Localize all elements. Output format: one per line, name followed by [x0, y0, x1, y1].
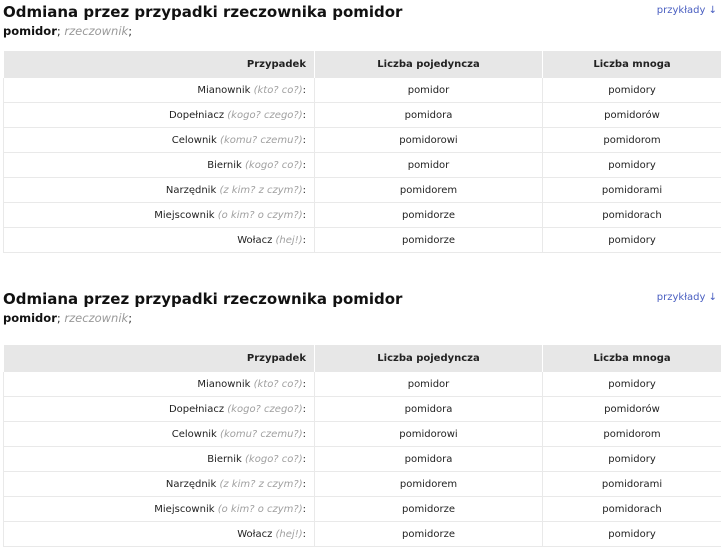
singular-cell: pomidorze: [315, 522, 543, 547]
case-name: Dopełniacz: [169, 404, 224, 415]
case-cell: Biernik (kogo? co?):: [4, 447, 315, 472]
case-name: Biernik: [207, 454, 242, 465]
plural-cell: pomidory: [543, 447, 721, 472]
table-row: [4, 472, 721, 497]
column-header-case: Przypadek: [4, 51, 315, 78]
plural-cell: pomidorów: [543, 397, 721, 422]
plural-cell: pomidory: [543, 228, 721, 253]
case-cell: Celownik (komu? czemu?):: [4, 422, 315, 447]
table-row: [4, 497, 721, 522]
singular-cell: pomidor: [315, 153, 543, 178]
declension-section: [0, 288, 721, 547]
singular-cell: pomidor: [315, 372, 543, 397]
plural-cell: pomidory: [543, 153, 721, 178]
column-header-plural: Liczba mnoga: [543, 345, 721, 372]
plural-cell: pomidory: [543, 78, 721, 103]
case-cell: Dopełniacz (kogo? czego?):: [4, 103, 315, 128]
declension-table: [3, 345, 721, 547]
table-row: [4, 178, 721, 203]
case-name: Wołacz: [237, 529, 272, 540]
case-question: (kto? co?): [254, 85, 303, 96]
column-header-case: Przypadek: [4, 345, 315, 372]
singular-cell: pomidorze: [315, 228, 543, 253]
section-title: Odmiana przez przypadki rzeczownika pomidor: [3, 1, 721, 23]
table-row: [4, 128, 721, 153]
table-row: [4, 103, 721, 128]
singular-cell: pomidorem: [315, 472, 543, 497]
case-question: (o kim? o czym?): [218, 210, 303, 221]
word-info: [3, 23, 721, 41]
plural-cell: pomidorom: [543, 128, 721, 153]
word-info: [3, 310, 721, 328]
column-header-singular: Liczba pojedyncza: [315, 345, 543, 372]
table-row: [4, 397, 721, 422]
examples-link[interactable]: przykłady ↓: [657, 5, 717, 16]
case-question: (kogo? co?): [245, 454, 303, 465]
table-row: [4, 422, 721, 447]
declension-table: [3, 51, 721, 253]
case-question: (z kim? z czym?): [219, 479, 302, 490]
separator: ;: [57, 311, 65, 325]
separator: ;: [57, 24, 65, 38]
case-question: (z kim? z czym?): [219, 185, 302, 196]
singular-cell: pomidorem: [315, 178, 543, 203]
singular-cell: pomidorze: [315, 497, 543, 522]
case-cell: Mianownik (kto? co?):: [4, 372, 315, 397]
singular-cell: pomidora: [315, 397, 543, 422]
column-header-singular: Liczba pojedyncza: [315, 51, 543, 78]
singular-cell: pomidora: [315, 447, 543, 472]
examples-link[interactable]: przykłady ↓: [657, 292, 717, 303]
case-cell: Mianownik (kto? co?):: [4, 78, 315, 103]
case-question: (hej!): [276, 529, 303, 540]
plural-cell: pomidorów: [543, 103, 721, 128]
case-cell: Wołacz (hej!):: [4, 228, 315, 253]
case-name: Celownik: [172, 429, 217, 440]
case-question: (kogo? czego?): [227, 404, 302, 415]
part-of-speech: rzeczownik: [64, 24, 128, 38]
plural-cell: pomidory: [543, 372, 721, 397]
case-cell: Miejscownik (o kim? o czym?):: [4, 497, 315, 522]
table-row: [4, 372, 721, 397]
separator: ;: [128, 311, 132, 325]
table-body: [4, 78, 721, 253]
column-header-plural: Liczba mnoga: [543, 51, 721, 78]
table-body: [4, 372, 721, 547]
case-name: Celownik: [172, 135, 217, 146]
table-row: [4, 228, 721, 253]
case-cell: Miejscownik (o kim? o czym?):: [4, 203, 315, 228]
part-of-speech: rzeczownik: [64, 311, 128, 325]
case-cell: Celownik (komu? czemu?):: [4, 128, 315, 153]
case-name: Miejscownik: [154, 210, 214, 221]
table-row: [4, 203, 721, 228]
singular-cell: pomidora: [315, 103, 543, 128]
plural-cell: pomidorami: [543, 472, 721, 497]
table-row: [4, 447, 721, 472]
case-question: (kto? co?): [254, 379, 303, 390]
plural-cell: pomidorach: [543, 497, 721, 522]
case-cell: Dopełniacz (kogo? czego?):: [4, 397, 315, 422]
table-header-row: [4, 345, 721, 372]
singular-cell: pomidor: [315, 78, 543, 103]
headword: pomidor: [3, 24, 57, 38]
case-name: Biernik: [207, 160, 242, 171]
plural-cell: pomidorami: [543, 178, 721, 203]
case-question: (kogo? co?): [245, 160, 303, 171]
table-header-row: [4, 51, 721, 78]
singular-cell: pomidorze: [315, 203, 543, 228]
table-row: [4, 153, 721, 178]
case-question: (komu? czemu?): [220, 135, 303, 146]
case-cell: Wołacz (hej!):: [4, 522, 315, 547]
table-row: [4, 522, 721, 547]
singular-cell: pomidorowi: [315, 422, 543, 447]
singular-cell: pomidorowi: [315, 128, 543, 153]
plural-cell: pomidory: [543, 522, 721, 547]
table-row: [4, 78, 721, 103]
case-cell: Narzędnik (z kim? z czym?):: [4, 178, 315, 203]
case-question: (o kim? o czym?): [218, 504, 303, 515]
section-title: Odmiana przez przypadki rzeczownika pomidor: [3, 288, 721, 310]
case-name: Narzędnik: [166, 185, 216, 196]
case-name: Mianownik: [197, 85, 250, 96]
plural-cell: pomidorom: [543, 422, 721, 447]
headword: pomidor: [3, 311, 57, 325]
case-question: (komu? czemu?): [220, 429, 303, 440]
case-name: Miejscownik: [154, 504, 214, 515]
case-cell: Narzędnik (z kim? z czym?):: [4, 472, 315, 497]
case-name: Dopełniacz: [169, 110, 224, 121]
case-cell: Biernik (kogo? co?):: [4, 153, 315, 178]
case-name: Mianownik: [197, 379, 250, 390]
case-name: Wołacz: [237, 235, 272, 246]
case-question: (hej!): [276, 235, 303, 246]
case-question: (kogo? czego?): [227, 110, 302, 121]
plural-cell: pomidorach: [543, 203, 721, 228]
separator: ;: [128, 24, 132, 38]
declension-section: [0, 0, 721, 253]
case-name: Narzędnik: [166, 479, 216, 490]
